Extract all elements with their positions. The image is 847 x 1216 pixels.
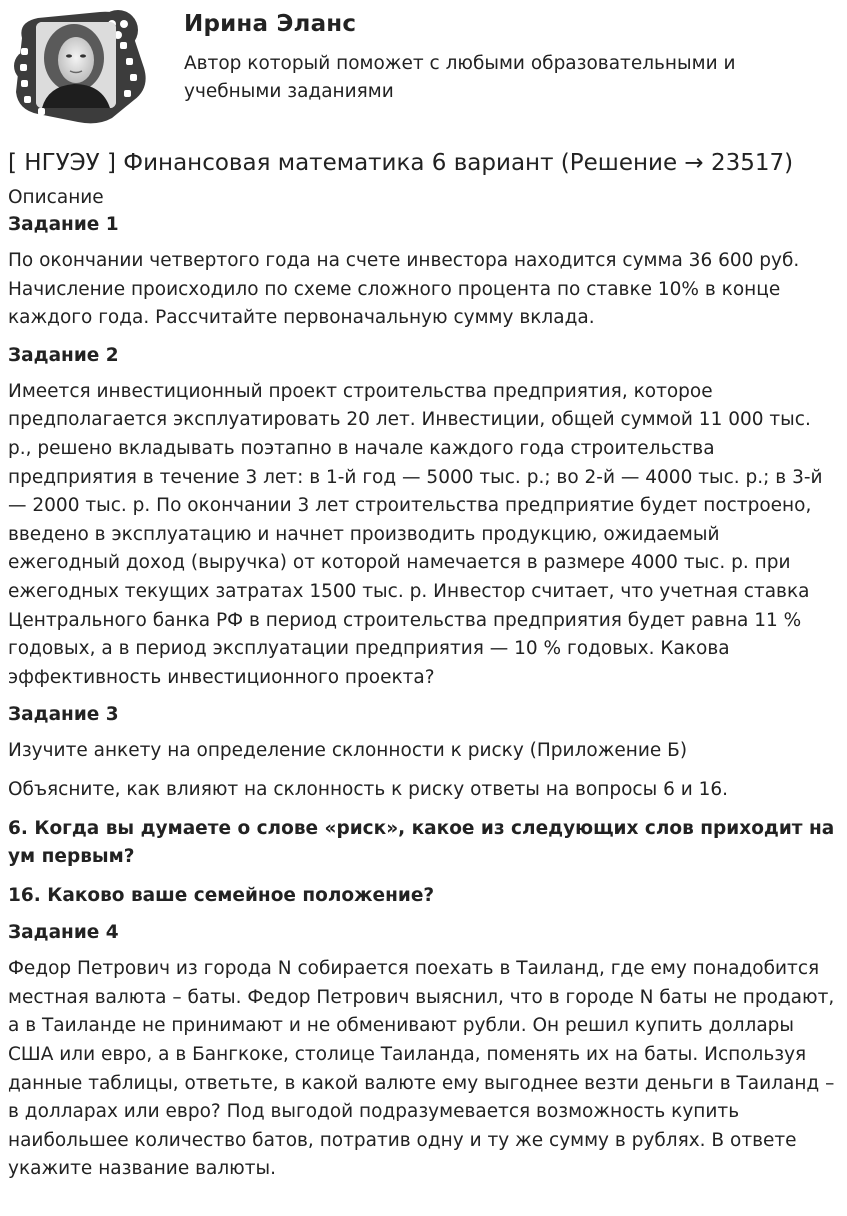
author-description: Автор который поможет с любыми образовательными и учебными заданиями bbox=[184, 53, 736, 102]
author-avatar[interactable] bbox=[8, 8, 150, 126]
description-label: Описание bbox=[8, 187, 104, 208]
task-question: 6. Когда вы думаете о слове «риск», какое из следующих слов приходит на ум первым? bbox=[8, 817, 835, 868]
task-1 bbox=[8, 212, 836, 333]
task-3 bbox=[8, 702, 836, 910]
task-question: 16. Каково ваше семейное положение? bbox=[8, 884, 435, 906]
author-name[interactable]: Ирина Эланс bbox=[184, 11, 357, 37]
film-reel-avatar-icon bbox=[8, 8, 150, 126]
task-2 bbox=[8, 343, 836, 693]
task-heading: Задание 2 bbox=[8, 344, 119, 366]
task-paragraph: Имеется инвестиционный проект строительства предприятия, которое предполагается эксплуатировать 20 лет. Инвестиции, общей суммой 11 000 тыс. р., решено вкладывать поэтапно в начале каждого года строительства предприятия в течение 3 лет: в 1-й год — 5000 тыс. р.; во 2-й — 4000 тыс. р.; в 3-й — 2000 тыс. р. По окончании 3 лет строительства предприятие будет построено, введено в эксплуатацию и начнет производить продукцию, ожидаемый ежегодный доход (выручка) от которой намечается в размере 4000 тыс. р. при ежегодных текущих затратах 1500 тыс. р. Инвестор считает, что учетная ставка Центрального банка РФ в период строительства предприятия будет равна 11 % годовых, а в период эксплуатации предприятия — 10 % годовых. Какова эффективность инвестиционного проекта? bbox=[8, 380, 823, 688]
page-title: [ НГУЭУ ] Финансовая математика 6 вариант (Решение → 23517) bbox=[8, 150, 794, 176]
task-heading: Задание 3 bbox=[8, 704, 119, 726]
task-heading: Задание 1 bbox=[8, 214, 119, 235]
task-4 bbox=[8, 920, 836, 1184]
task-heading: Задание 4 bbox=[8, 922, 119, 944]
task-paragraph: Федор Петрович из города N собирается поехать в Таиланд, где ему понадобится местная валюта – баты. Федор Петрович выяснил, что в городе N баты не продают, а в Таиланде не принимают и не обменивают рубли. Он решил купить доллары США или евро, а в Бангкоке, столице Таиланда, поменять их на баты. Используя данные таблицы, ответьте, в какой валюте ему выгоднее везти деньги в Таиланд – в долларах или евро? Под выгодой подразумевается возможность купить наибольшее количество батов, потратив одну и ту же сумму в рублях. В ответе укажите название валюты. bbox=[8, 958, 835, 1180]
task-paragraph: По окончании четвертого года на счете инвестора находится сумма 36 600 руб. Начисление происходило по схеме сложного процента по ставке 10% в конце каждого года. Рассчитайте первоначальную сумму вклада. bbox=[8, 250, 800, 329]
main-content bbox=[8, 146, 836, 1194]
task-paragraph: Объясните, как влияют на склонность к риску ответы на вопросы 6 и 16. bbox=[8, 778, 729, 800]
task-paragraph: Изучите анкету на определение склонности к риску (Приложение Б) bbox=[8, 740, 688, 762]
author-header bbox=[0, 0, 847, 130]
